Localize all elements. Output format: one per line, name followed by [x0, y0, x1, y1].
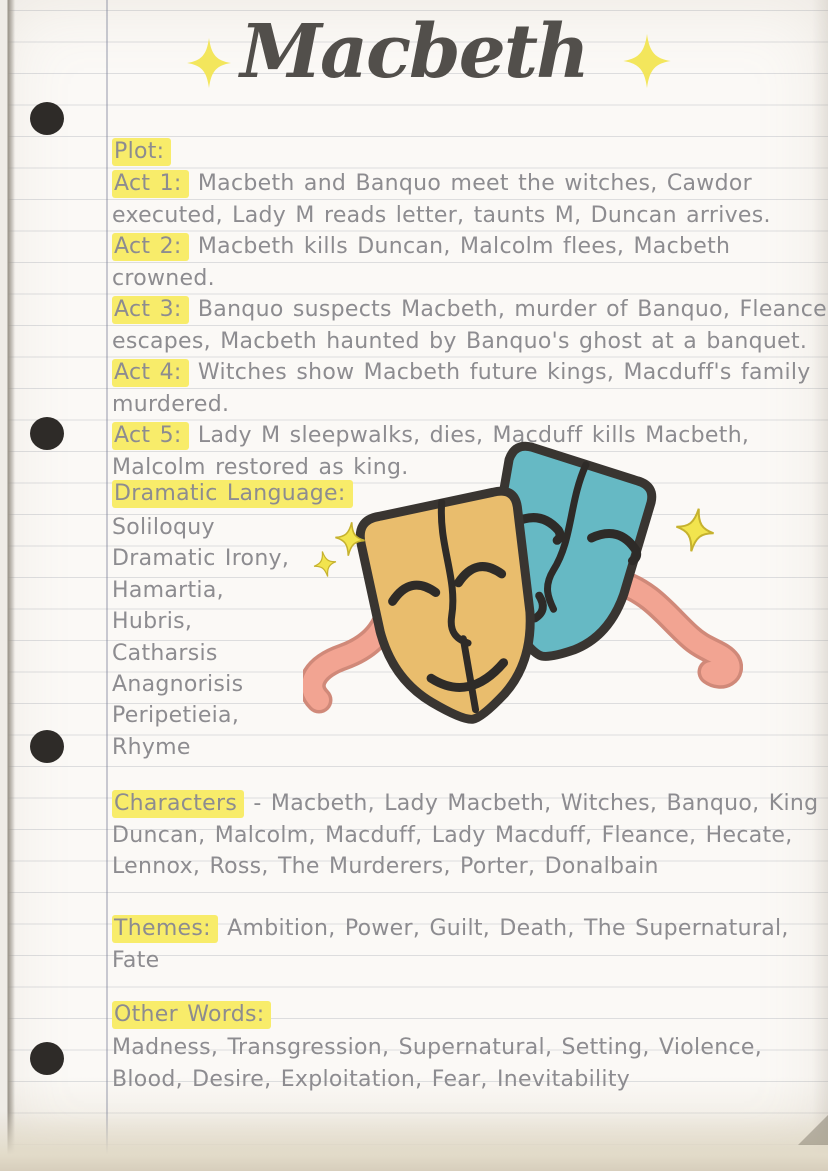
list-item: Soliloquy — [112, 515, 215, 540]
plot-section — [112, 136, 828, 168]
act-2-line — [112, 231, 828, 294]
themes-section — [112, 913, 828, 976]
sparkle-icon — [311, 549, 338, 579]
dramatic-language-heading: Dramatic Language: — [112, 480, 353, 508]
characters-heading: Characters — [112, 790, 244, 818]
list-item: Hubris, — [112, 609, 193, 635]
act-4-text: Witches show Macbeth future kings, Macduff's family murdered. — [112, 360, 811, 417]
act-3-label: Act 3: — [112, 296, 189, 324]
binder-hole-3 — [30, 730, 64, 763]
other-words-text-block — [112, 1032, 828, 1095]
right-ribbon — [618, 582, 730, 675]
page-title: Macbeth — [240, 9, 588, 95]
act-3-text: Banquo suspects Macbeth, murder of Banquo, Fleance escapes, Macbeth haunted by Banquo's ghost at a banquet. — [112, 297, 827, 354]
other-words-section — [112, 999, 828, 1031]
list-item: Rhyme — [112, 734, 191, 760]
comedy-tragedy-masks-illustration — [303, 440, 743, 750]
photo-bottom-shadow — [0, 1111, 828, 1171]
sparkle-icon — [620, 24, 674, 98]
act-2-label: Act 2: — [112, 233, 189, 261]
binder-hole-2 — [30, 417, 64, 450]
sparkle-icon — [673, 505, 718, 554]
act-4-line — [112, 357, 828, 420]
act-3-line — [112, 294, 828, 357]
act-1-label: Act 1: — [112, 170, 189, 198]
list-item: Anagnorisis — [112, 672, 244, 698]
act-1-line — [112, 168, 828, 231]
binder-hole-4 — [30, 1042, 64, 1075]
characters-section — [112, 788, 828, 883]
themes-text: Ambition, Power, Guilt, Death, The Supernatural, Fate — [112, 916, 789, 973]
other-words-text: Madness, Transgression, Supernatural, Setting, Violence, Blood, Desire, Exploitation, Fear, Inevitability — [112, 1035, 763, 1092]
plot-heading: Plot: — [112, 138, 171, 166]
act-5-text: Lady M sleepwalks, dies, Macduff kills Macbeth, Malcolm restored as king. — [112, 423, 750, 480]
act-5-label: Act 5: — [112, 422, 189, 450]
page-left-edge — [0, 0, 16, 1171]
list-item: Dramatic Irony, — [112, 546, 290, 572]
binder-hole-1 — [30, 102, 64, 135]
themes-heading: Themes: — [112, 915, 218, 943]
other-words-heading: Other Words: — [112, 1001, 271, 1029]
plot-acts — [112, 168, 828, 483]
act-2-text: Macbeth kills Duncan, Malcolm flees, Macbeth crowned. — [112, 234, 731, 291]
characters-text: - Macbeth, Lady Macbeth, Witches, Banquo, King Duncan, Malcolm, Macduff, Lady Macduff, Fleance, Hecate, Lennox, Ross, The Murderers, Porter, Donalbain — [112, 791, 819, 879]
act-4-label: Act 4: — [112, 359, 189, 387]
list-item: Peripetieia, — [112, 703, 240, 729]
margin-line — [106, 0, 108, 1171]
act-1-text: Macbeth and Banquo meet the witches, Cawdor executed, Lady M reads letter, taunts M, Duncan arrives. — [112, 171, 771, 228]
comedy-mask-group — [356, 489, 549, 733]
photo-corner-shadow — [798, 1115, 828, 1145]
list-item: Hamartia, — [112, 577, 224, 603]
list-item: Catharsis — [112, 640, 218, 666]
dramatic-language-list — [112, 512, 312, 763]
